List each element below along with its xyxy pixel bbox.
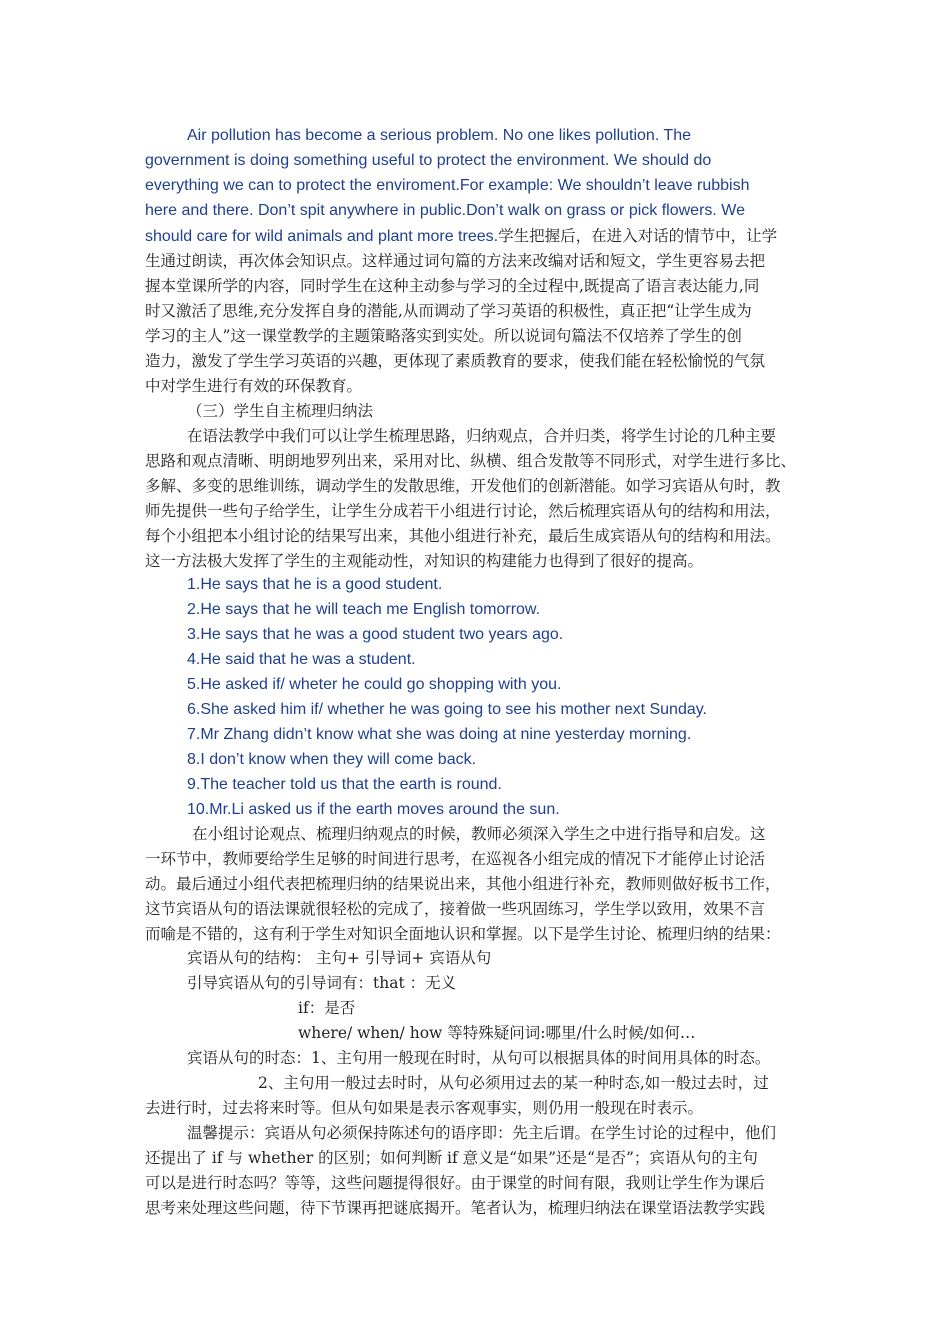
example-sentence: 9.The teacher told us that the earth is round. [187,776,502,793]
english-text: should care for wild animals and plant more trees. [145,228,499,245]
paragraph-line: 造力，激发了学生学习英语的兴趣，更体现了素质教育的要求，使我们能在轻松愉悦的气氛 [145,352,766,370]
paragraph-line: 学习的主人”这一课堂教学的主题策略落实到实处。所以说词句篇法不仅培养了学生的创 [145,327,742,345]
structure-line: if：是否 [298,999,356,1017]
paragraph-line: 多解、多变的思维训练，调动学生的发散思维，开发他们的创新潜能。如学习宾语从句时，教 [145,477,781,495]
example-sentence: 10.Mr.Li asked us if the earth moves around the sun. [187,801,560,818]
paragraph-line: 思路和观点清晰、明朗地罗列出来，采用对比、纵横、组合发散等不同形式，对学生进行多比、 [145,452,797,470]
paragraph-line: 一环节中，教师要给学生足够的时间进行思考，在巡视各小组完成的情况下才能停止讨论活 [145,850,766,868]
tip-line: 可以是进行时态吗？等等，这些问题提得很好。由于课堂的时间有限，我则让学生作为课后 [145,1174,766,1192]
paragraph-line: 在小组讨论观点、梳理归纳观点的时候，教师必须深入学生之中进行指导和启发。这 [192,825,766,843]
structure-line: where/ when/ how 等特殊疑问词:哪里/什么时候/如何… [298,1024,696,1042]
structure-line: 引导宾语从句的引导词有：that ：无义 [187,974,457,992]
example-sentence: 1.He says that he is a good student. [187,576,443,593]
example-sentence: 8.I don’t know when they will come back. [187,751,477,768]
paragraph-line: 生通过朗读，再次体会知识点。这样通过词句篇的方法来改编对话和短文，学生更容易去把 [145,252,766,270]
paragraph-line: 中对学生进行有效的环保教育。 [145,377,363,395]
structure-line: 宾语从句的时态：1、主句用一般现在时时，从句可以根据具体的时间用具体的时态。 [187,1049,771,1067]
example-sentence: 3.He says that he was a good student two years ago. [187,626,564,643]
example-sentence: 6.She asked him if/ whether he was going to see his mother next Sunday. [187,701,707,718]
paragraph-line: government is doing something useful to protect the environment. We should do [145,152,712,169]
paragraph-line: 在语法教学中我们可以让学生梳理思路，归纳观点，合并归类，将学生讨论的几种主要 [187,427,777,445]
example-sentence: 4.He said that he was a student. [187,651,416,668]
paragraph-line: 而喻是不错的，这有利于学生对知识全面地认识和掌握。以下是学生讨论、梳理归纳的结果： [145,925,781,943]
paragraph-line: here and there. Don’t spit anywhere in public.Don’t walk on grass or pick flowers. We [145,202,745,219]
tip-line: 思考来处理这些问题，待下节课再把谜底揭开。笔者认为，梳理归纳法在课堂语法教学实践 [145,1199,766,1217]
paragraph-line [145,226,777,247]
paragraph-line: 握本堂课所学的内容，同时学生在这种主动参与学习的全过程中,既提高了语言表达能力,同 [145,277,760,295]
paragraph-line: everything we can to protect the enviroment.For example: We shouldn’t leave rubbish [145,177,750,194]
paragraph-line: 这一方法极大发挥了学生的主观能动性，对知识的构建能力也得到了很好的提高。 [145,552,704,570]
tip-line: 温馨提示：宾语从句必须保持陈述句的语序即：先主后谓。在学生讨论的过程中，他们 [187,1124,777,1142]
section-heading: （三）学生自主梳理归纳法 [187,402,374,420]
paragraph-line: 每个小组把本小组讨论的结果写出来，其他小组进行补充，最后生成宾语从句的结构和用法。 [145,527,781,545]
structure-line: 宾语从句的结构： 主句+ 引导词+ 宾语从句 [187,949,492,967]
example-sentence: 7.Mr Zhang didn’t know what she was doing at nine yesterday morning. [187,726,692,743]
paragraph-line: 这节宾语从句的语法课就很轻松的完成了，接着做一些巩固练习，学生学以致用，效果不言 [145,900,766,918]
structure-line: 去进行时，过去将来时等。但从句如果是表示客观事实，则仍用一般现在时表示。 [145,1099,704,1117]
example-sentence: 2.He says that he will teach me English tomorrow. [187,601,541,618]
paragraph-line: 时又激活了思维,充分发挥自身的潜能,从而调动了学习英语的积极性，真正把“让学生成为 [145,302,752,320]
paragraph-line: Air pollution has become a serious problem. No one likes pollution. The [187,127,691,144]
structure-line: 2、主句用一般过去时时，从句必须用过去的某一种时态,如一般过去时，过 [258,1074,769,1092]
paragraph-line: 师先提供一些句子给学生，让学生分成若干小组进行讨论，然后梳理宾语从句的结构和用法， [145,502,781,520]
paragraph-line: 动。最后通过小组代表把梳理归纳的结果说出来，其他小组进行补充，教师则做好板书工作， [145,875,781,893]
example-sentence: 5.He asked if/ wheter he could go shopping with you. [187,676,562,693]
tip-line: 还提出了 if 与 whether 的区别；如何判断 if 意义是“如果”还是“是否”；宾语从句的主句 [145,1149,758,1167]
chinese-text: 学生把握后，在进入对话的情节中，让学 [498,227,778,245]
